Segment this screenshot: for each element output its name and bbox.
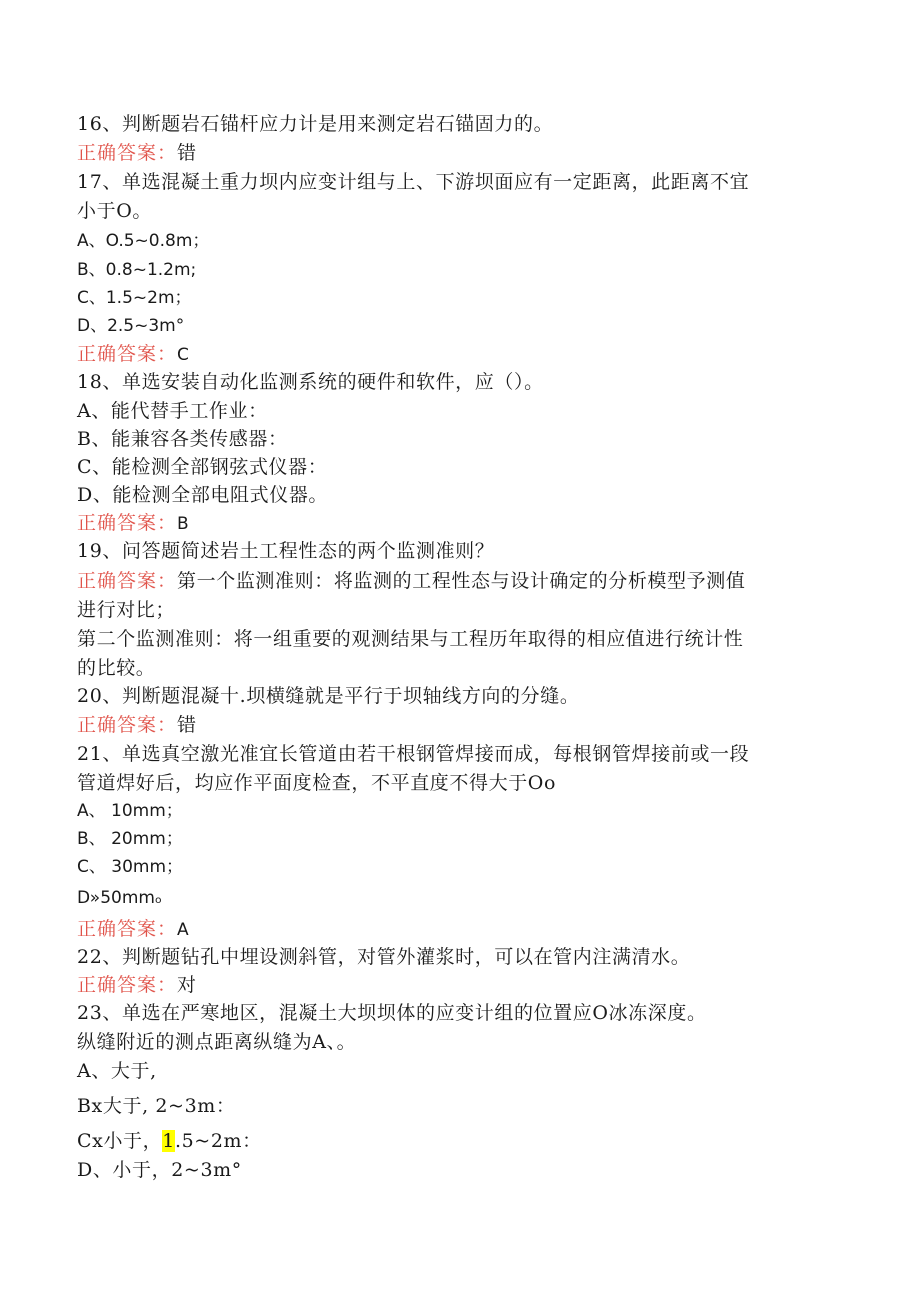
- answer-18: [77, 509, 189, 538]
- question-18-option-d: D、能检测全部电阻式仪器。: [77, 484, 329, 506]
- answer-label: 正确答案：: [77, 142, 178, 164]
- question-21-line-2: 管道焊好后，均应作平面度检查，不平直度不得大于Oo: [77, 772, 557, 794]
- answer-19-line-1: [77, 567, 745, 595]
- answer-20: [77, 711, 196, 739]
- answer-16: [77, 139, 196, 167]
- question-18: 18、单选安装自动化监测系统的硬件和软件，应（）。: [77, 371, 544, 393]
- question-17-option-d: D、2.5~3m°: [77, 316, 185, 336]
- answer-value: 错: [177, 714, 197, 736]
- question-20: 20、判断题混凝十.坝横缝就是平行于坝轴线方向的分缝。: [77, 685, 580, 707]
- question-23-line-1: 23、单选在严寒地区，混凝土大坝坝体的应变计组的位置应O冰冻深度。: [77, 1002, 707, 1024]
- answer-value: 对: [177, 974, 197, 996]
- answer-label: 正确答案：: [77, 343, 178, 365]
- highlighted-text: 1: [162, 1130, 175, 1152]
- question-21-option-b: B、 20mm；: [77, 829, 183, 849]
- answer-value: B: [177, 514, 189, 534]
- answer-label: 正确答案：: [77, 570, 178, 592]
- answer-17: [77, 340, 189, 369]
- question-21-option-a: A、 10mm；: [77, 801, 183, 821]
- question-18-option-b: B、能兼容各类传感器：: [77, 428, 288, 450]
- question-21-option-d: D»50mmₒ: [77, 888, 162, 908]
- answer-value: A: [177, 920, 189, 940]
- option-c-prefix: Cx小于，: [77, 1130, 163, 1152]
- question-18-option-a: A、能代替手工作业：: [77, 400, 268, 422]
- question-23-option-d: D、小于，2~3m°: [77, 1159, 242, 1181]
- answer-value: C: [177, 345, 189, 365]
- question-22: 22、判断题钻孔中埋设测斜管，对管外灌浆时，可以在管内注满清水。: [77, 946, 691, 968]
- question-17-option-b: B、0.8~1.2m;: [77, 260, 197, 280]
- question-21-option-c: C、 30mm；: [77, 857, 184, 877]
- answer-label: 正确答案：: [77, 918, 178, 940]
- question-23-option-c: [77, 1127, 262, 1155]
- answer-value: 错: [177, 142, 197, 164]
- question-23-option-a: A、大于,: [77, 1060, 157, 1082]
- answer-label: 正确答案：: [77, 512, 178, 534]
- question-17-option-c: C、1.5~2m；: [77, 288, 192, 308]
- question-21-line-1: 21、单选真空激光准宜长管道由若干根钢管焊接而成，每根钢管焊接前或一段: [77, 743, 750, 765]
- question-17-option-a: A、O.5~0.8m；: [77, 231, 210, 251]
- answer-label: 正确答案：: [77, 714, 178, 736]
- answer-label: 正确答案：: [77, 974, 178, 996]
- answer-value: 第一个监测准则：将监测的工程性态与设计确定的分析模型予测值: [177, 570, 746, 592]
- answer-21: [77, 915, 189, 944]
- question-23-line-2: 纵缝附近的测点距离纵缝为A、。: [77, 1031, 357, 1053]
- answer-19-line-2: 进行对比；: [77, 599, 176, 621]
- question-19: 19、问答题简述岩土工程性态的两个监测准则？: [77, 540, 495, 562]
- answer-19-line-4: 的比较。: [77, 657, 156, 679]
- question-18-option-c: C、能检测全部钢弦式仪器：: [77, 456, 328, 478]
- question-17-line-2: 小于O。: [77, 200, 152, 222]
- answer-19-line-3: 第二个监测准则：将一组重要的观测结果与工程历年取得的相应值进行统计性: [77, 628, 744, 650]
- option-c-suffix: .5~2m：: [174, 1130, 262, 1152]
- question-23-option-b: Bx大于, 2~3m：: [77, 1095, 236, 1117]
- answer-22: [77, 971, 196, 999]
- question-17-line-1: 17、单选混凝土重力坝内应变计组与上、下游坝面应有一定距离，此距离不宜: [77, 171, 750, 193]
- question-16: 16、判断题岩石锚杆应力计是用来测定岩石锚固力的。: [77, 113, 554, 135]
